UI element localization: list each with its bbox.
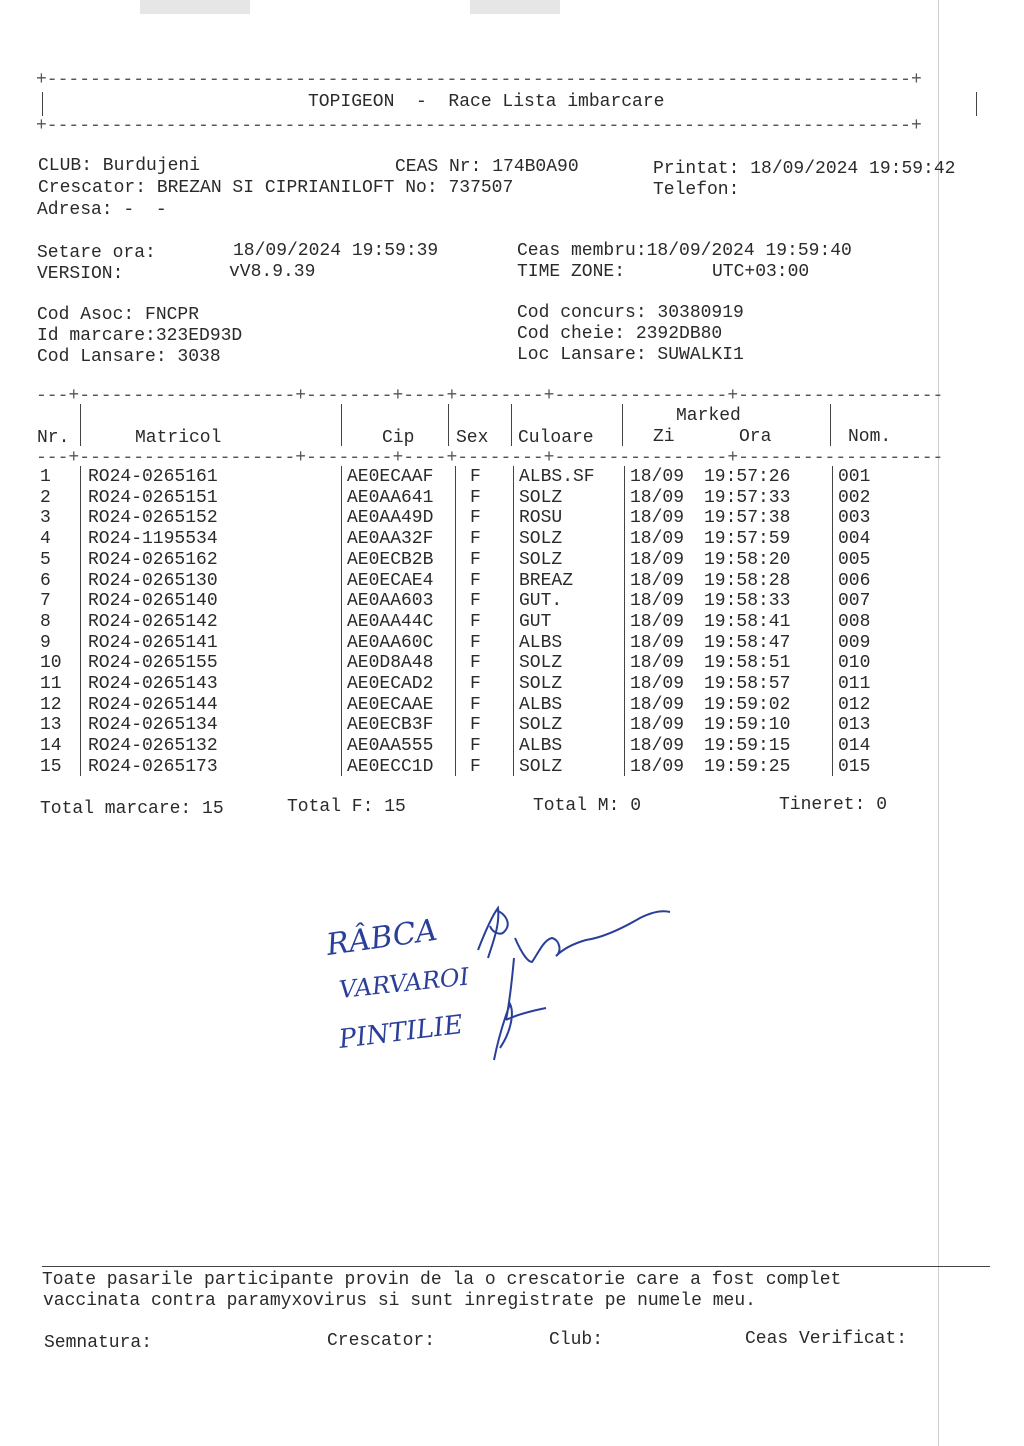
header-box-top: +--------------------------------------------------------------------------------+ <box>36 70 922 90</box>
cell-nr: 8 <box>40 611 51 632</box>
timezone-label: TIME ZONE: <box>517 262 626 282</box>
cell-matricol: RO24-0265173 <box>88 756 218 777</box>
cod-cheie-field: Cod cheie: 2392DB80 <box>517 324 723 344</box>
cell-cip: AE0ECC1D <box>347 756 434 777</box>
signature-stroke <box>515 911 670 962</box>
cell-cip: AE0D8A48 <box>347 653 434 674</box>
table-top-rule: ---+--------------------+--------+----+--------+----------------+------------------- <box>36 386 944 406</box>
cell-ora: 19:58:47 <box>704 632 791 653</box>
col-divider <box>341 466 342 776</box>
header-box-right <box>976 92 977 116</box>
cell-nom: 003 <box>838 508 871 529</box>
cell-nr: 12 <box>40 694 62 715</box>
cell-nom: 007 <box>838 591 871 612</box>
header-box-bottom: +--------------------------------------------------------------------------------+ <box>36 116 922 136</box>
signature-stroke <box>478 908 508 958</box>
cell-nr: 13 <box>40 715 62 736</box>
cell-cip: AE0AA60C <box>347 632 434 653</box>
cell-cip: AE0AA641 <box>347 487 434 508</box>
cell-sex: F <box>470 653 481 674</box>
col-header-ora: Ora <box>739 427 772 447</box>
cell-nr: 2 <box>40 487 51 508</box>
cell-nom: 008 <box>838 611 871 632</box>
cell-ora: 19:58:20 <box>704 549 791 570</box>
cell-zi: 18/09 <box>630 611 685 632</box>
cell-cip: AE0AA603 <box>347 591 434 612</box>
ceas-membru-field: Ceas membru:18/09/2024 19:59:40 <box>517 241 852 261</box>
col-header-matricol: Matricol <box>135 428 222 448</box>
cell-culoare: ROSU <box>519 508 563 529</box>
cell-nom: 004 <box>838 529 871 550</box>
cell-ora: 19:59:02 <box>704 694 791 715</box>
cell-nr: 4 <box>40 529 51 550</box>
cell-ora: 19:58:28 <box>704 570 791 591</box>
cell-culoare: ALBS <box>519 694 563 715</box>
page-title: TOPIGEON - Race Lista imbarcare <box>308 92 665 112</box>
cell-nr: 3 <box>40 508 51 529</box>
col-divider <box>832 466 833 776</box>
col-header-marked: Marked <box>676 406 741 426</box>
cell-matricol: RO24-0265130 <box>88 570 218 591</box>
cell-cip: AE0AA44C <box>347 611 434 632</box>
cell-zi: 18/09 <box>630 487 685 508</box>
cell-sex: F <box>470 694 481 715</box>
footer-rule <box>42 1266 990 1267</box>
cell-nr: 7 <box>40 591 51 612</box>
cell-nr: 6 <box>40 570 51 591</box>
cell-matricol: RO24-0265162 <box>88 549 218 570</box>
cell-matricol: RO24-1195534 <box>88 529 218 550</box>
cell-cip: AE0ECAE4 <box>347 570 434 591</box>
cod-asoc-field: Cod Asoc: FNCPR <box>37 305 200 325</box>
cell-zi: 18/09 <box>630 549 685 570</box>
cell-culoare: ALBS <box>519 632 563 653</box>
cell-ora: 19:59:15 <box>704 736 791 757</box>
cell-cip: AE0AA49D <box>347 508 434 529</box>
col-divider <box>448 404 449 446</box>
cell-culoare: ALBS <box>519 736 563 757</box>
cell-sex: F <box>470 570 481 591</box>
cell-sex: F <box>470 674 481 694</box>
ceas-field: CEAS Nr: 174B0A90 <box>395 157 579 177</box>
cell-zi: 18/09 <box>630 508 685 529</box>
cell-nom: 012 <box>838 694 871 715</box>
cell-culoare: SOLZ <box>519 529 563 550</box>
cell-nom: 005 <box>838 549 871 570</box>
cell-nom: 006 <box>838 570 871 591</box>
cell-matricol: RO24-0265152 <box>88 508 218 529</box>
cell-nom: 010 <box>838 653 871 674</box>
cell-matricol: RO24-0265161 <box>88 467 218 487</box>
timezone-value: UTC+03:00 <box>712 262 810 282</box>
cell-ora: 19:58:41 <box>704 611 791 632</box>
col-divider <box>511 404 512 446</box>
printat-field: Printat: 18/09/2024 19:59:42 <box>653 159 956 179</box>
cell-ora: 19:58:51 <box>704 653 791 674</box>
cell-nr: 14 <box>40 736 62 757</box>
cell-sex: F <box>470 508 481 529</box>
club-sign-label: Club: <box>549 1330 604 1350</box>
cell-nom: 015 <box>838 756 871 777</box>
cell-matricol: RO24-0265134 <box>88 715 218 736</box>
cell-zi: 18/09 <box>630 653 685 674</box>
footer-statement-line-2: vaccinata contra paramyxovirus si sunt inregistrate pe numele meu. <box>43 1291 756 1311</box>
cell-sex: F <box>470 611 481 632</box>
col-divider <box>341 404 342 446</box>
col-header-nom: Nom. <box>848 427 892 447</box>
cell-matricol: RO24-0265143 <box>88 674 218 694</box>
cell-cip: AE0ECAD2 <box>347 674 434 694</box>
header-box-left <box>42 92 43 116</box>
cell-matricol: RO24-0265144 <box>88 694 218 715</box>
cell-zi: 18/09 <box>630 756 685 777</box>
total-m: Total M: 0 <box>533 796 642 816</box>
col-header-nr: Nr. <box>37 428 70 448</box>
cod-concurs-field: Cod concurs: 30380919 <box>517 303 744 323</box>
scan-artifact <box>140 0 250 14</box>
col-divider <box>830 404 831 446</box>
cell-culoare: SOLZ <box>519 756 563 777</box>
cell-nr: 9 <box>40 632 51 653</box>
cell-culoare: ALBS.SF <box>519 467 595 487</box>
cell-culoare: SOLZ <box>519 549 563 570</box>
cell-nr: 11 <box>40 674 62 694</box>
cell-ora: 19:58:57 <box>704 674 791 694</box>
cell-zi: 18/09 <box>630 529 685 550</box>
cell-zi: 18/09 <box>630 570 685 591</box>
handwriting-line-3: PINTILIE <box>337 1009 465 1055</box>
cell-cip: AE0AA555 <box>347 736 434 757</box>
total-f: Total F: 15 <box>287 797 406 817</box>
cell-matricol: RO24-0265151 <box>88 487 218 508</box>
cell-nom: 014 <box>838 736 871 757</box>
col-header-culoare: Culoare <box>518 428 594 448</box>
cell-zi: 18/09 <box>630 591 685 612</box>
club-field: CLUB: Burdujeni <box>38 156 201 176</box>
cell-nom: 013 <box>838 715 871 736</box>
cell-ora: 19:59:10 <box>704 715 791 736</box>
cell-cip: AE0AA32F <box>347 529 434 550</box>
cell-zi: 18/09 <box>630 736 685 757</box>
cell-culoare: SOLZ <box>519 653 563 674</box>
cell-culoare: GUT. <box>519 591 563 612</box>
cell-sex: F <box>470 756 481 777</box>
table-header-rule: ---+--------------------+--------+----+--------+----------------+------------------- <box>36 448 944 468</box>
cell-matricol: RO24-0265132 <box>88 736 218 757</box>
cell-cip: AE0ECAAF <box>347 467 434 487</box>
cell-cip: AE0ECB3F <box>347 715 434 736</box>
cell-ora: 19:58:33 <box>704 591 791 612</box>
cell-matricol: RO24-0265142 <box>88 611 218 632</box>
col-divider <box>624 466 625 776</box>
cell-nr: 1 <box>40 467 51 487</box>
cell-nr: 10 <box>40 653 62 674</box>
cell-sex: F <box>470 529 481 550</box>
cell-cip: AE0ECAAE <box>347 694 434 715</box>
version-value: vV8.9.39 <box>229 262 316 282</box>
cell-nr: 15 <box>40 756 62 777</box>
cell-ora: 19:57:59 <box>704 529 791 550</box>
col-divider <box>80 404 81 446</box>
handwriting-line-1: RÂBCA <box>324 912 440 963</box>
version-label: VERSION: <box>37 264 124 284</box>
adresa-field: Adresa: - - <box>37 200 167 220</box>
cell-culoare: SOLZ <box>519 674 563 694</box>
cell-nr: 5 <box>40 549 51 570</box>
setare-ora-label: Setare ora: <box>37 243 156 263</box>
cell-matricol: RO24-0265141 <box>88 632 218 653</box>
cell-culoare: GUT <box>519 611 552 632</box>
cell-nom: 009 <box>838 632 871 653</box>
col-divider <box>622 404 623 446</box>
crescator-field: Crescator: BREZAN SI CIPRIANILOFT No: 737507 <box>38 178 514 198</box>
cell-sex: F <box>470 591 481 612</box>
handwritten-signatures <box>300 880 680 1070</box>
col-header-zi: Zi <box>653 427 675 447</box>
cell-cip: AE0ECB2B <box>347 549 434 570</box>
cell-matricol: RO24-0265140 <box>88 591 218 612</box>
cell-ora: 19:59:25 <box>704 756 791 777</box>
col-divider <box>513 466 514 776</box>
ceas-verificat-label: Ceas Verificat: <box>745 1329 908 1349</box>
cell-nom: 011 <box>838 674 871 694</box>
cell-culoare: SOLZ <box>519 715 563 736</box>
col-header-cip: Cip <box>382 428 415 448</box>
cell-culoare: SOLZ <box>519 487 563 508</box>
col-header-sex: Sex <box>456 428 489 448</box>
cell-zi: 18/09 <box>630 674 685 694</box>
semnatura-label: Semnatura: <box>44 1333 153 1353</box>
cell-culoare: BREAZ <box>519 570 574 591</box>
cell-sex: F <box>470 715 481 736</box>
footer-statement-line-1: Toate pasarile participante provin de la o crescatorie care a fost complet <box>42 1270 842 1290</box>
cell-zi: 18/09 <box>630 715 685 736</box>
scan-fold-line <box>938 0 939 1446</box>
col-divider <box>80 466 81 776</box>
cell-nom: 001 <box>838 467 871 487</box>
cell-sex: F <box>470 549 481 570</box>
crescator-sign-label: Crescator: <box>327 1331 436 1351</box>
signature-stroke <box>494 958 546 1060</box>
cell-zi: 18/09 <box>630 632 685 653</box>
cell-sex: F <box>470 467 481 487</box>
scan-artifact <box>470 0 560 14</box>
loc-lansare-field: Loc Lansare: SUWALKI1 <box>517 345 744 365</box>
cell-nom: 002 <box>838 487 871 508</box>
cell-ora: 19:57:26 <box>704 467 791 487</box>
cell-sex: F <box>470 736 481 757</box>
cell-ora: 19:57:33 <box>704 487 791 508</box>
col-divider <box>455 466 456 776</box>
telefon-field: Telefon: <box>653 180 740 200</box>
total-marcare: Total marcare: 15 <box>40 799 224 819</box>
id-marcare-field: Id marcare:323ED93D <box>37 326 243 346</box>
cell-zi: 18/09 <box>630 467 685 487</box>
setare-ora-value: 18/09/2024 19:59:39 <box>233 241 439 261</box>
tineret: Tineret: 0 <box>779 795 888 815</box>
cell-matricol: RO24-0265155 <box>88 653 218 674</box>
cell-ora: 19:57:38 <box>704 508 791 529</box>
cod-lansare-field: Cod Lansare: 3038 <box>37 347 221 367</box>
cell-zi: 18/09 <box>630 694 685 715</box>
cell-sex: F <box>470 487 481 508</box>
cell-sex: F <box>470 632 481 653</box>
handwriting-line-2: VARVAROI <box>337 962 471 1004</box>
